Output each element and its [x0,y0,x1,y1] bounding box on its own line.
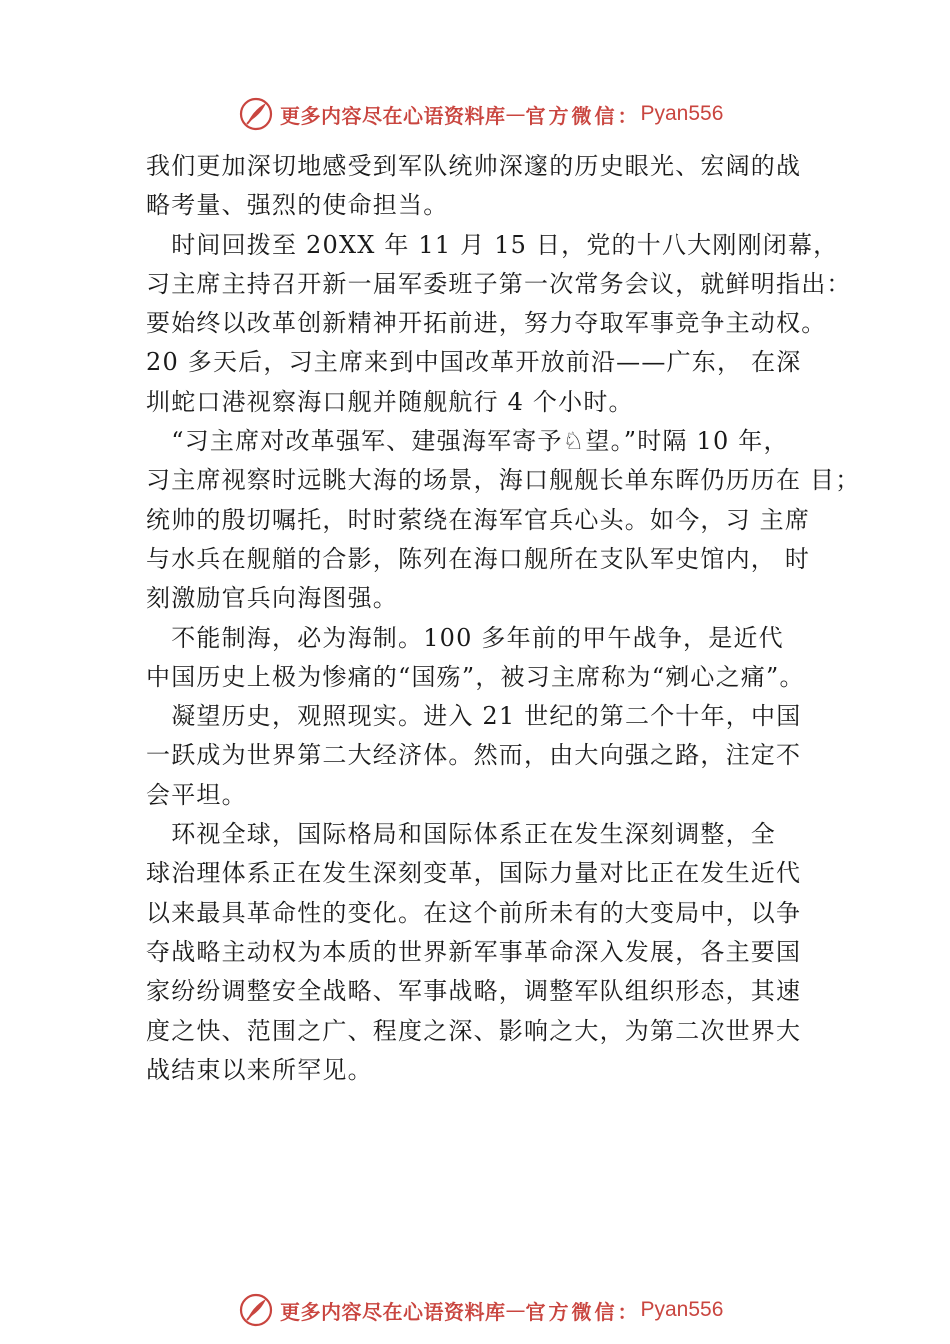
header-banner [238,94,758,134]
header-separator: — [505,102,526,126]
quill-logo-icon [238,1292,274,1328]
body-line: 统帅的殷切嘱托，时时萦绕在海军官兵心头。如今，习 主席 [146,505,811,534]
document-body [146,147,861,1090]
body-line: 球治理体系正在发生深刻变革，国际力量对比正在发生近代 [146,859,802,888]
quill-logo-icon [238,96,274,132]
body-line: 一跃成为世界第二大经济体。然而，由大向强之路，注定不 [146,741,802,770]
body-line: 时间回拨至 20XX 年 11 月 15 日，党的十八大刚刚闭幕， [146,230,839,259]
body-line: 家纷纷调整安全战略、军事战略，调整军队组织形态，其速 [146,977,802,1006]
body-line: 圳蛇口港视察海口舰并随舰航行 4 个小时。 [146,387,634,416]
body-line: 不能制海，必为海制。100 多年前的甲午战争，是近代 [146,623,784,652]
footer-title: 更多内容尽在心语资料库 [280,1299,506,1324]
body-line: 以来最具革命性的变化。在这个前所未有的大变局中，以争 [146,898,802,927]
footer-separator: — [505,1298,526,1322]
body-line: 度之快、范围之广、程度之深、影响之大，为第二次世界大 [146,1016,802,1045]
header-title: 更多内容尽在心语资料库 [280,103,506,128]
body-line: 会平坦。 [146,780,247,809]
header-account: Pyan556 [640,102,724,125]
body-line: 我们更加深切地感受到军队统帅深邃的历史眼光、宏阔的战 [146,152,802,180]
body-line: 习主席视察时远眺大海的场景，海口舰舰长单东晖仍历历在 目； [146,466,861,495]
body-line: 中国历史上极为惨痛的“国殇”，被习主席称为“剜心之痛”。 [146,662,805,691]
body-line: 20 多天后，习主席来到中国改革开放前沿——广东， 在深 [146,348,802,377]
body-line: 夺战略主动权为本质的世界新军事革命深入发展，各主要国 [146,937,802,966]
body-line: 略考量、强烈的使命担当。 [146,191,449,220]
footer-label: 官方微信： [525,1299,641,1324]
body-line: 要始终以改革创新精神开拓前进，努力夺取军事竞争主动权。 [146,309,827,338]
body-line: 习主席主持召开新一届军委班子第一次常务会议，就鲜明指出： [146,269,852,298]
body-line: 凝望历史，观照现实。进入 21 世纪的第二个十年，中国 [146,702,802,731]
header-label: 官方微信： [525,103,641,128]
body-line: 与水兵在舰艏的合影，陈列在海口舰所在支队军史馆内， 时 [146,544,811,573]
body-line: 刻激励官兵向海图强。 [146,584,398,613]
body-line: 战结束以来所罕见。 [146,1055,373,1084]
body-line: 环视全球，国际格局和国际体系正在发生深刻调整，全 [146,820,776,849]
footer-banner [238,1290,758,1330]
body-line: “习主席对改革强军、建强海军寄予♘望。”时隔 10 年， [146,427,789,456]
footer-account: Pyan556 [640,1298,724,1321]
